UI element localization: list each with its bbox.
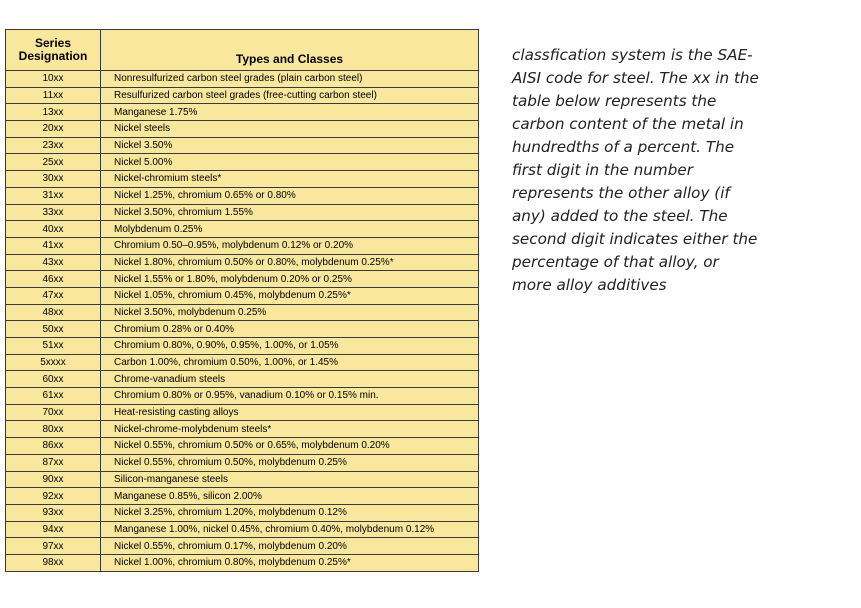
types-cell: Chromium 0.80%, 0.90%, 0.95%, 1.00%, or 1.05%	[101, 338, 479, 355]
types-cell: Carbon 1.00%, chromium 0.50%, 1.00%, or 1.45%	[101, 354, 479, 371]
table-row	[6, 438, 479, 455]
series-cell: 46xx	[6, 271, 101, 288]
types-cell: Manganese 0.85%, silicon 2.00%	[101, 488, 479, 505]
types-and-classes-header: Types and Classes	[101, 30, 479, 71]
table-body	[6, 71, 479, 572]
series-cell: 48xx	[6, 304, 101, 321]
types-cell: Molybdenum 0.25%	[101, 221, 479, 238]
table-row	[6, 388, 479, 405]
series-cell: 61xx	[6, 388, 101, 405]
series-designation-header: Series Designation	[6, 30, 101, 71]
table-row	[6, 87, 479, 104]
series-cell: 11xx	[6, 87, 101, 104]
steel-series-table	[5, 29, 479, 572]
series-cell: 47xx	[6, 287, 101, 304]
series-cell: 43xx	[6, 254, 101, 271]
types-cell: Resulfurized carbon steel grades (free-cutting carbon steel)	[101, 87, 479, 104]
steel-series-table-container	[5, 29, 478, 572]
types-cell: Nickel steels	[101, 121, 479, 138]
types-cell: Heat-resisting casting alloys	[101, 404, 479, 421]
table-row	[6, 221, 479, 238]
table-row	[6, 187, 479, 204]
series-cell: 30xx	[6, 171, 101, 188]
table-row	[6, 71, 479, 88]
series-cell: 50xx	[6, 321, 101, 338]
series-cell: 93xx	[6, 504, 101, 521]
series-cell: 25xx	[6, 154, 101, 171]
series-cell: 10xx	[6, 71, 101, 88]
types-cell: Chromium 0.50–0.95%, molybdenum 0.12% or 0.20%	[101, 237, 479, 254]
table-row	[6, 521, 479, 538]
table-row	[6, 171, 479, 188]
types-cell: Nickel 1.25%, chromium 0.65% or 0.80%	[101, 187, 479, 204]
types-cell: Chrome-vanadium steels	[101, 371, 479, 388]
table-row	[6, 538, 479, 555]
table-row	[6, 488, 479, 505]
series-cell: 80xx	[6, 421, 101, 438]
series-cell: 20xx	[6, 121, 101, 138]
types-cell: Nickel-chromium steels*	[101, 171, 479, 188]
table-header-row	[6, 30, 479, 71]
series-cell: 5xxxx	[6, 354, 101, 371]
types-cell: Nickel 0.55%, chromium 0.17%, molybdenum 0.20%	[101, 538, 479, 555]
table-row	[6, 554, 479, 571]
series-cell: 94xx	[6, 521, 101, 538]
series-cell: 90xx	[6, 471, 101, 488]
types-cell: Nickel 3.50%, chromium 1.55%	[101, 204, 479, 221]
series-cell: 13xx	[6, 104, 101, 121]
series-cell: 31xx	[6, 187, 101, 204]
table-row	[6, 204, 479, 221]
types-cell: Chromium 0.80% or 0.95%, vanadium 0.10% or 0.15% min.	[101, 388, 479, 405]
table-row	[6, 154, 479, 171]
types-cell: Manganese 1.75%	[101, 104, 479, 121]
table-row	[6, 137, 479, 154]
types-cell: Nickel 0.55%, chromium 0.50%, molybdenum 0.25%	[101, 454, 479, 471]
series-cell: 98xx	[6, 554, 101, 571]
types-cell: Nickel-chrome-molybdenum steels*	[101, 421, 479, 438]
series-cell: 92xx	[6, 488, 101, 505]
table-row	[6, 404, 479, 421]
table-row	[6, 321, 479, 338]
types-cell: Nickel 5.00%	[101, 154, 479, 171]
types-cell: Nickel 1.55% or 1.80%, molybdenum 0.20% or 0.25%	[101, 271, 479, 288]
types-cell: Nickel 0.55%, chromium 0.50% or 0.65%, molybdenum 0.20%	[101, 438, 479, 455]
table-row	[6, 121, 479, 138]
table-row	[6, 504, 479, 521]
series-cell: 41xx	[6, 237, 101, 254]
series-cell: 86xx	[6, 438, 101, 455]
table-row	[6, 471, 479, 488]
types-cell: Chromium 0.28% or 0.40%	[101, 321, 479, 338]
table-row	[6, 287, 479, 304]
types-cell: Nonresulfurized carbon steel grades (plain carbon steel)	[101, 71, 479, 88]
table-row	[6, 338, 479, 355]
types-cell: Nickel 1.00%, chromium 0.80%, molybdenum 0.25%*	[101, 554, 479, 571]
table-row	[6, 354, 479, 371]
table-row	[6, 454, 479, 471]
types-cell: Nickel 3.50%, molybdenum 0.25%	[101, 304, 479, 321]
types-cell: Nickel 3.25%, chromium 1.20%, molybdenum 0.12%	[101, 504, 479, 521]
series-cell: 33xx	[6, 204, 101, 221]
types-cell: Silicon-manganese steels	[101, 471, 479, 488]
series-cell: 70xx	[6, 404, 101, 421]
types-cell: Nickel 1.80%, chromium 0.50% or 0.80%, molybdenum 0.25%*	[101, 254, 479, 271]
table-row	[6, 371, 479, 388]
table-row	[6, 271, 479, 288]
types-cell: Nickel 1.05%, chromium 0.45%, molybdenum 0.25%*	[101, 287, 479, 304]
series-cell: 51xx	[6, 338, 101, 355]
series-cell: 23xx	[6, 137, 101, 154]
series-cell: 40xx	[6, 221, 101, 238]
table-row	[6, 104, 479, 121]
table-row	[6, 421, 479, 438]
table-row	[6, 237, 479, 254]
classification-note: classfication system is the SAE-AISI code for steel. The xx in the table below represents the carbon content of the metal in hundredths of a percent. The first digit in the number represents the other alloy (if any) added to the steel. The second digit indicates either the percentage of that alloy, or more alloy additives	[512, 46, 759, 294]
types-cell: Manganese 1.00%, nickel 0.45%, chromium 0.40%, molybdenum 0.12%	[101, 521, 479, 538]
series-cell: 60xx	[6, 371, 101, 388]
types-cell: Nickel 3.50%	[101, 137, 479, 154]
series-cell: 87xx	[6, 454, 101, 471]
table-row	[6, 254, 479, 271]
series-cell: 97xx	[6, 538, 101, 555]
table-row	[6, 304, 479, 321]
